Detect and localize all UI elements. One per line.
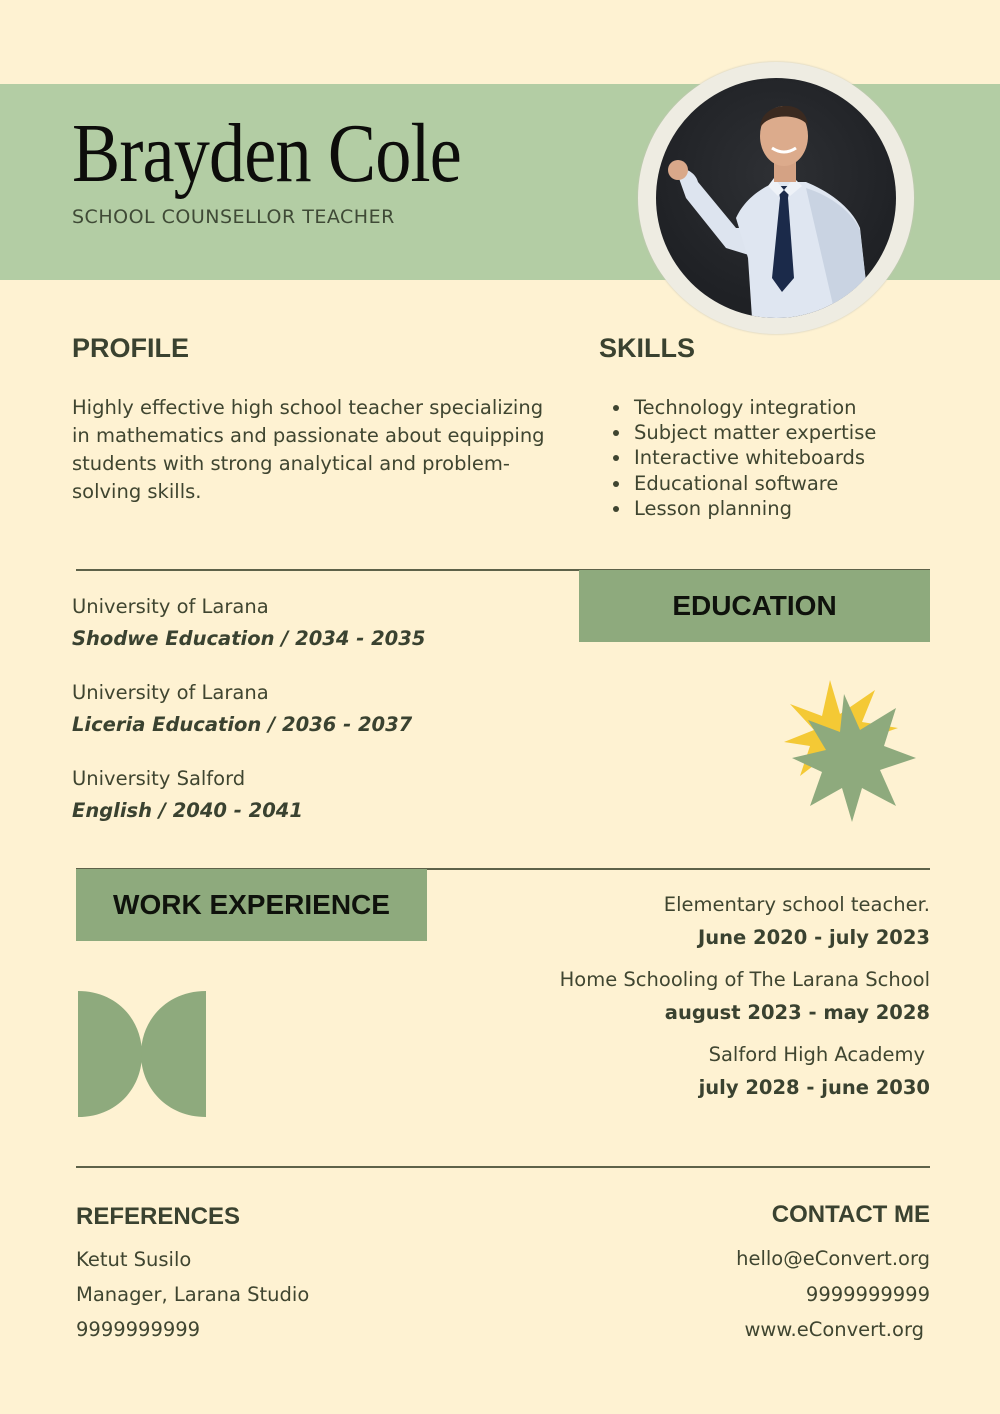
skill-item: • Interactive whiteboards: [632, 445, 972, 470]
skill-item: • Subject matter expertise: [632, 420, 972, 445]
education-detail: Liceria Education / 2036 - 2037: [72, 713, 413, 736]
work-dates: july 2028 - june 2030: [698, 1076, 930, 1099]
job-title: SCHOOL COUNSELLOR TEACHER: [72, 206, 395, 228]
work-dates: June 2020 - july 2023: [697, 926, 930, 949]
skill-item: • Educational software: [632, 471, 972, 496]
education-heading: EDUCATION: [672, 590, 837, 621]
work-experience-heading-box: [76, 869, 427, 941]
work-entry: [560, 1042, 930, 1100]
education-entry: [72, 681, 412, 736]
education-school: University Salford: [72, 767, 246, 790]
references-heading: REFERENCES: [76, 1203, 241, 1230]
work-role: Home Schooling of The Larana School: [559, 968, 930, 991]
contact-website-link[interactable]: www.eConvert.org: [744, 1318, 924, 1341]
profile-summary: Highly effective high school teacher specializing in mathematics and passionate about equipping students with strong analytical and problem-solving skills.: [72, 396, 545, 503]
education-heading-box: [579, 570, 930, 642]
decorative-half-circles-icon: [77, 990, 207, 1120]
education-entry: [72, 595, 425, 650]
education-detail: Shodwe Education / 2034 - 2035: [72, 627, 426, 650]
skills-list: [610, 395, 972, 521]
education-entry: [72, 767, 303, 822]
reference-name: Ketut Susilo: [76, 1248, 192, 1271]
education-detail: English / 2040 - 2041: [72, 799, 303, 822]
profile-heading: PROFILE: [72, 333, 190, 363]
work-role: Elementary school teacher.: [663, 893, 930, 916]
reference-phone: 9999999999: [76, 1318, 201, 1341]
reference-position: Manager, Larana Studio: [76, 1283, 310, 1306]
education-school: University of Larana: [72, 595, 269, 618]
skill-item: • Lesson planning: [632, 496, 972, 521]
section-divider: [76, 1166, 930, 1168]
person-portrait-icon: [656, 78, 896, 318]
work-role: Salford High Academy: [708, 1043, 925, 1066]
work-entry: [560, 892, 930, 950]
education-school: University of Larana: [72, 681, 269, 704]
contact-heading: CONTACT ME: [771, 1201, 930, 1228]
skills-heading: SKILLS: [599, 333, 696, 363]
contact-phone: 9999999999: [805, 1283, 930, 1306]
skill-item: • Technology integration: [632, 395, 972, 420]
candidate-name: Brayden Cole: [72, 107, 461, 200]
decorative-star-shapes-icon: [780, 678, 920, 823]
work-dates: august 2023 - may 2028: [664, 1001, 930, 1024]
work-experience-list: [560, 892, 930, 1117]
work-entry: [560, 967, 930, 1025]
work-experience-heading: WORK EXPERIENCE: [113, 889, 390, 920]
contact-email-link[interactable]: hello@eConvert.org: [736, 1247, 930, 1270]
profile-photo: [656, 78, 896, 318]
